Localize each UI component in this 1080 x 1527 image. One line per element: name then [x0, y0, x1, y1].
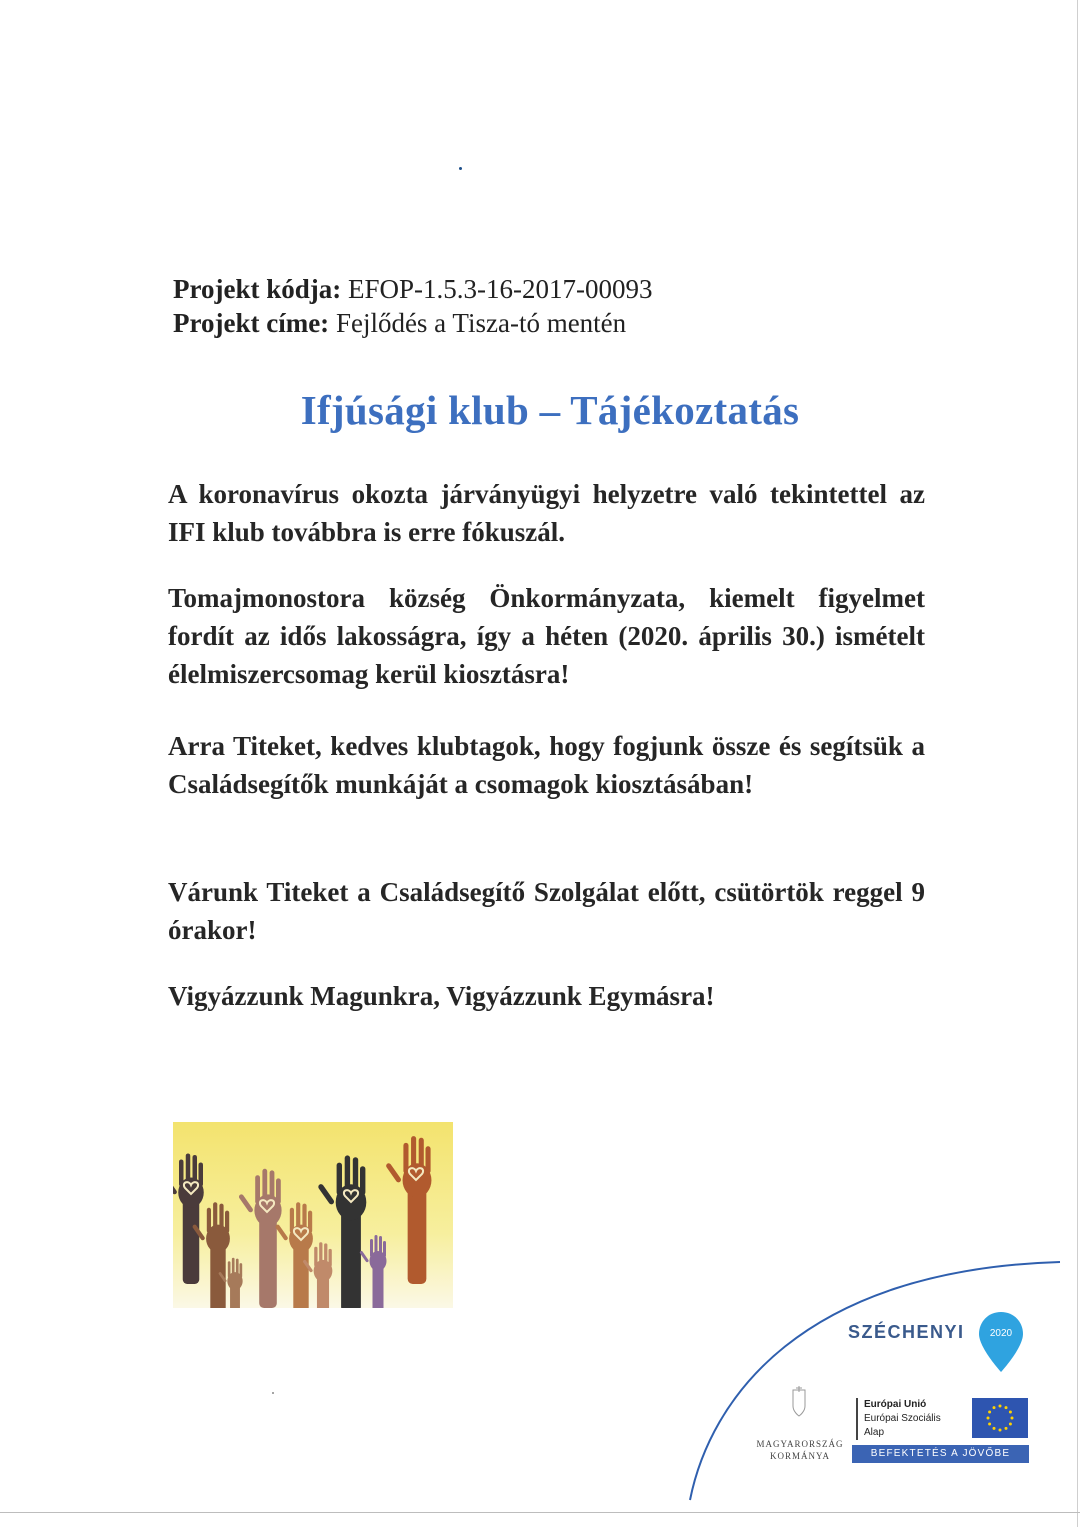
eu-line: Európai Unió — [864, 1399, 927, 1410]
paragraph: Vigyázzunk Magunkra, Vigyázzunk Egymásra! — [168, 981, 715, 1011]
main-title: Ifjúsági klub – Tájékoztatás — [300, 387, 800, 433]
coat-of-arms-icon — [787, 1386, 811, 1420]
paragraph: Tomajmonostora község Önkormányzata, kiemelt figyelmet fordít az idős lakosságra, így a héten (2020. április 30.) ismételt élelmiszercsomag kerül kiosztásra! — [168, 583, 925, 689]
project-meta — [173, 272, 653, 340]
scan-speck — [459, 167, 462, 170]
scan-speck — [272, 1392, 274, 1394]
eu-fund-label — [856, 1398, 976, 1440]
government-label — [752, 1438, 848, 1462]
szechenyi-logo-text: SZÉCHENYI — [848, 1322, 965, 1342]
project-code-line — [173, 272, 653, 306]
szechenyi-year: 2020 — [989, 1328, 1013, 1339]
government-line: MAGYARORSZÁG — [756, 1439, 844, 1449]
project-title-line — [173, 306, 653, 340]
project-code-value: EFOP-1.5.3-16-2017-00093 — [348, 274, 653, 304]
project-code-label: Projekt kódja: — [173, 274, 342, 304]
eu-line: Európai Szociális — [864, 1413, 941, 1424]
paragraph: A koronavírus okozta járványügyi helyzetre való tekintettel az IFI klub továbbra is erre fókuszál. — [168, 479, 925, 547]
location-pin-icon — [977, 1310, 1025, 1374]
raised-hands-illustration — [173, 1122, 453, 1308]
scan-edge-right — [1077, 0, 1078, 1527]
project-title-value: Fejlődés a Tisza-tó mentén — [335, 308, 627, 338]
paragraph: Várunk Titeket a Családsegítő Szolgálat előtt, csütörtök reggel 9 órakor! — [168, 877, 925, 945]
government-line: KORMÁNYA — [769, 1451, 830, 1461]
eu-line: Alap — [864, 1427, 885, 1438]
paragraph: Arra Titeket, kedves klubtagok, hogy fogjunk össze és segítsük a Családsegítők munkáját a csomagok kiosztásában! — [168, 731, 925, 799]
eu-flag-icon — [972, 1398, 1028, 1438]
investment-banner: BEFEKTETÉS A JÖVŐBE — [852, 1445, 1029, 1463]
scan-edge-bottom — [0, 1512, 1080, 1513]
project-title-label: Projekt címe: — [173, 308, 330, 338]
